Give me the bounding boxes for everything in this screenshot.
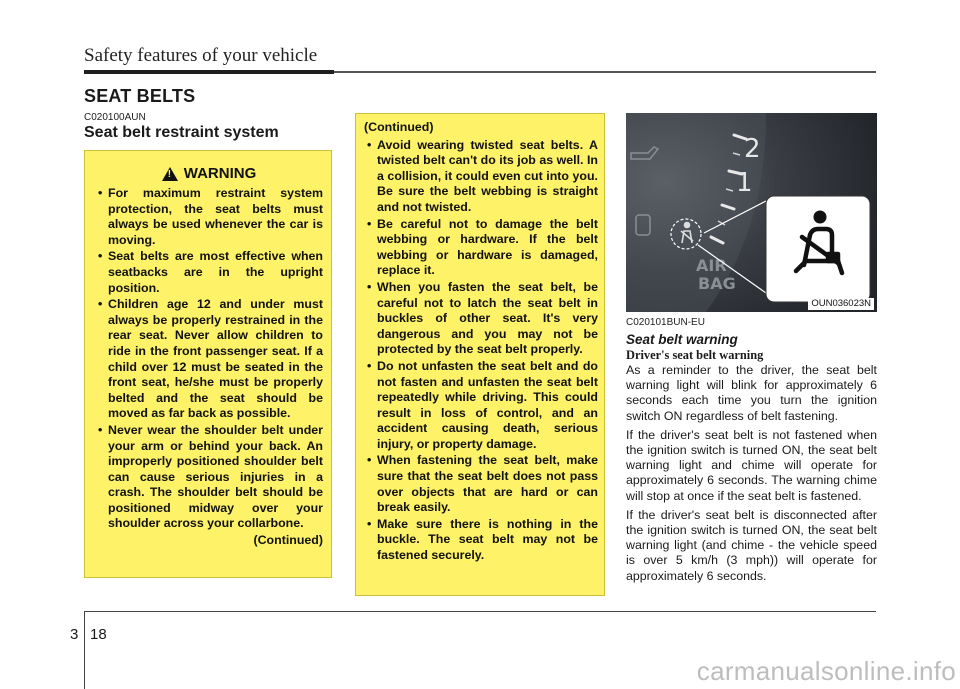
gauge-number-1: 1 — [736, 168, 753, 198]
warning-continued: (Continued) — [253, 533, 323, 548]
body-paragraph: If the driver's seat belt is disconnected after the ignition switch is turned ON, the seat belt warning light (and chime - the vehicle speed is over 5 km/h (3 mph)) will operate for approximately 6 seconds. — [626, 507, 877, 583]
warning-item: • For maximum restraint system protection, the seat belts must always be used whenever the car is moving. — [95, 186, 323, 248]
section-subtitle: Seat belt restraint system — [84, 124, 279, 141]
subsection-subheading: Driver's seat belt warning — [626, 348, 764, 362]
page-number: 18 — [90, 626, 107, 643]
warning-box — [84, 150, 332, 578]
airbag-label-bag: BAG — [698, 274, 736, 293]
continued-item: • When you fasten the seat belt, be careful not to latch the seat belt in buckles of other seat. It's very dangerous and you may not be protected by the seat belt properly. — [364, 280, 598, 358]
page-header-title: Safety features of your vehicle — [84, 45, 318, 66]
warning-triangle-icon — [162, 167, 178, 181]
continued-list — [364, 138, 598, 564]
warning-list — [95, 186, 323, 532]
footer-rule — [84, 611, 876, 612]
airbag-label-air: AIR — [696, 256, 727, 275]
gauge-illustration — [626, 113, 877, 312]
warning-item: • Never wear the shoulder belt under your arm or behind your back. An improperly positioned shoulder belt can cause serious injuries in a crash. The shoulder belt should be positioned midway over your shoulder across your collarbone. — [95, 423, 323, 532]
header-rule-thin — [334, 71, 876, 73]
gauge-number-2: 2 — [744, 134, 761, 164]
continued-item: • Avoid wearing twisted seat belts. A twisted belt can't do its job as well. In a collision, it could even cut into you. Be sure the belt webbing is straight and not twisted. — [364, 138, 598, 216]
body-paragraph: As a reminder to the driver, the seat belt warning light will blink for approximately 6 seconds each time you turn the ignition switch ON regardless of belt fastening. — [626, 363, 877, 423]
figure-caption: OUN036023N — [808, 298, 874, 310]
header-rule-thick — [84, 70, 334, 74]
section-code-2: C020101BUN-EU — [626, 317, 705, 328]
warning-item: • Seat belts are most effective when seatbacks are in the upright position. — [95, 249, 323, 296]
continued-item: • Make sure there is nothing in the buckle. The seat belt may not be fastened securely. — [364, 517, 598, 564]
continued-item: • When fastening the seat belt, make sure that the seat belt does not pass over objects that are hard or can break easily. — [364, 453, 598, 515]
warning-item: • Children age 12 and under must always be properly restrained in the rear seat. Never allow children to ride in the front passenger seat. If a child over 12 must be seated in the front seat, he/she must be properly belted and the seat should be moved as far back as possible. — [95, 297, 323, 422]
continued-warning-box — [355, 113, 605, 596]
watermark: carmanualsonline.info — [696, 656, 956, 686]
continued-item: • Do not unfasten the seat belt and do not fasten and unfasten the seat belt repeatedly while driving. This could result in loss of control, and an accident causing death, serious injury, or property damage. — [364, 359, 598, 453]
continued-heading: (Continued) — [364, 120, 434, 134]
chapter-number: 3 — [70, 626, 79, 643]
instrument-cluster-photo — [626, 113, 877, 312]
warning-heading-text: WARNING — [183, 165, 257, 182]
section-code: C020100AUN — [84, 112, 146, 123]
section-title: SEAT BELTS — [84, 86, 196, 106]
warning-heading — [95, 165, 323, 183]
body-paragraph: If the driver's seat belt is not fastened when the ignition switch is turned ON, the seat belt warning light and chime will operate for approximately 6 seconds. The warning chime will stop at once if the seat belt is fastened. — [626, 427, 877, 503]
body-text — [626, 363, 877, 588]
subsection-heading: Seat belt warning — [626, 332, 738, 347]
footer-divider — [84, 611, 85, 689]
continued-item: • Be careful not to damage the belt webbing or hardware. If the belt webbing or hardware is damaged, replace it. — [364, 217, 598, 279]
